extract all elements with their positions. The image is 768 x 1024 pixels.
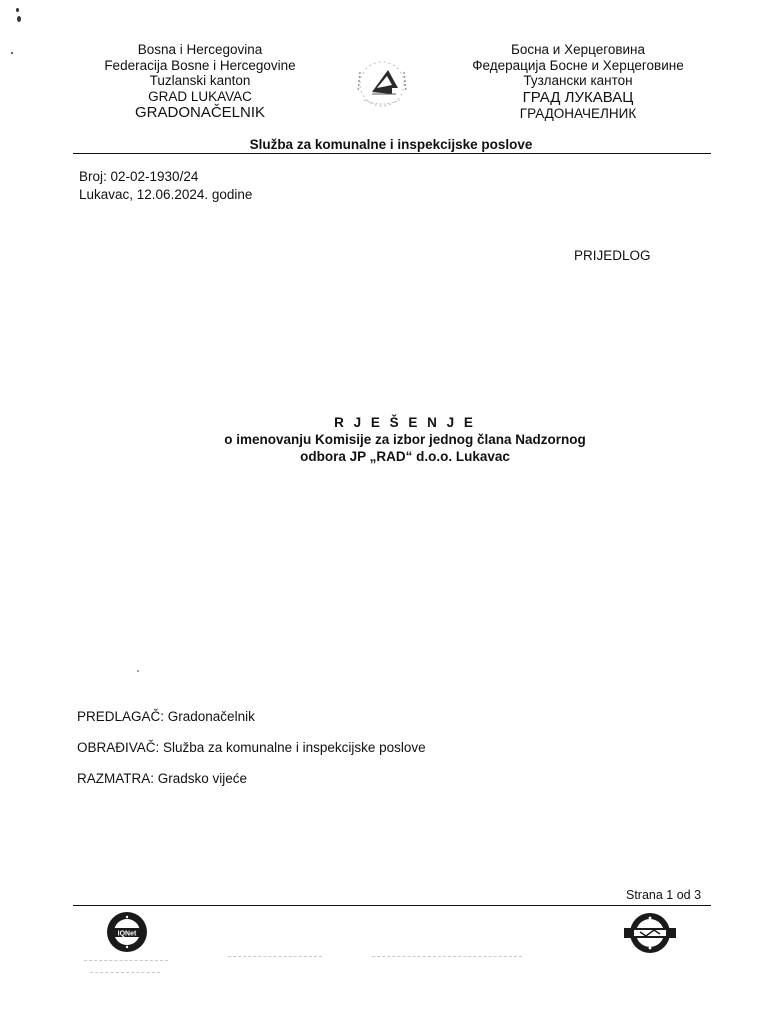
- decision-subtitle-line2: odbora JP „RAD“ d.o.o. Lukavac: [300, 449, 510, 464]
- scan-speck: [11, 52, 13, 54]
- header-left-office: GRADONAČELNIK: [134, 104, 266, 121]
- header-left-country: Bosna i Hercegovina: [137, 42, 263, 57]
- quality-certification-seal: [620, 910, 680, 956]
- header-right: [452, 42, 704, 121]
- decision-title-block: [0, 414, 768, 465]
- header-right-office: ГРАДОНАЧЕЛНИК: [519, 105, 637, 121]
- header-left-federation: Federacija Bosne i Hercegovine: [104, 57, 296, 73]
- iqnet-certification-seal: [105, 910, 149, 954]
- document-meta: [79, 168, 252, 204]
- footer-divider: [73, 905, 711, 906]
- page-number: Strana 1 od 3: [626, 888, 702, 902]
- faint-scan-line: [372, 956, 522, 957]
- header-right-canton: Тузлански кантон: [523, 73, 633, 88]
- decision-subtitle-line1: o imenovanju Komisije za izbor jednog člana Nadzornog: [224, 432, 586, 447]
- document-number: Broj: 02-02-1930/24: [79, 169, 199, 184]
- header-divider: [73, 153, 711, 154]
- header-left: [80, 42, 320, 121]
- header-left-canton: Tuzlanski kanton: [149, 73, 251, 88]
- field-considers: RAZMATRA: Gradsko vijeće: [77, 771, 248, 786]
- header-right-city: ГРАД ЛУКАВАЦ: [522, 88, 634, 106]
- faint-scan-line: [228, 956, 322, 957]
- field-processor: OBRAĐIVAČ: Služba za komunalne i inspekcijske poslove: [77, 740, 426, 755]
- faint-scan-line: [90, 972, 160, 973]
- field-proposer: PREDLAGAČ: Gradonačelnik: [77, 709, 255, 724]
- decision-title: R J E Š E N J E: [334, 415, 476, 430]
- proposal-label: PRIJEDLOG: [574, 248, 651, 263]
- document-place-date: Lukavac, 12.06.2024. godine: [79, 187, 253, 202]
- header-right-country: Босна и Херцеговина: [510, 42, 646, 57]
- coat-of-arms-emblem: [350, 58, 414, 108]
- header-left-city: GRAD LUKAVAC: [148, 88, 252, 104]
- scan-speck: [137, 670, 139, 672]
- iqnet-label: IQNet: [117, 930, 137, 938]
- header-right-federation: Федерација Босне и Херцеговине: [472, 57, 684, 73]
- faint-scan-line: [84, 960, 168, 961]
- service-department: Služba za komunalne i inspekcijske poslove: [249, 137, 533, 152]
- scan-speck: [16, 8, 19, 12]
- scan-speck: [17, 16, 21, 22]
